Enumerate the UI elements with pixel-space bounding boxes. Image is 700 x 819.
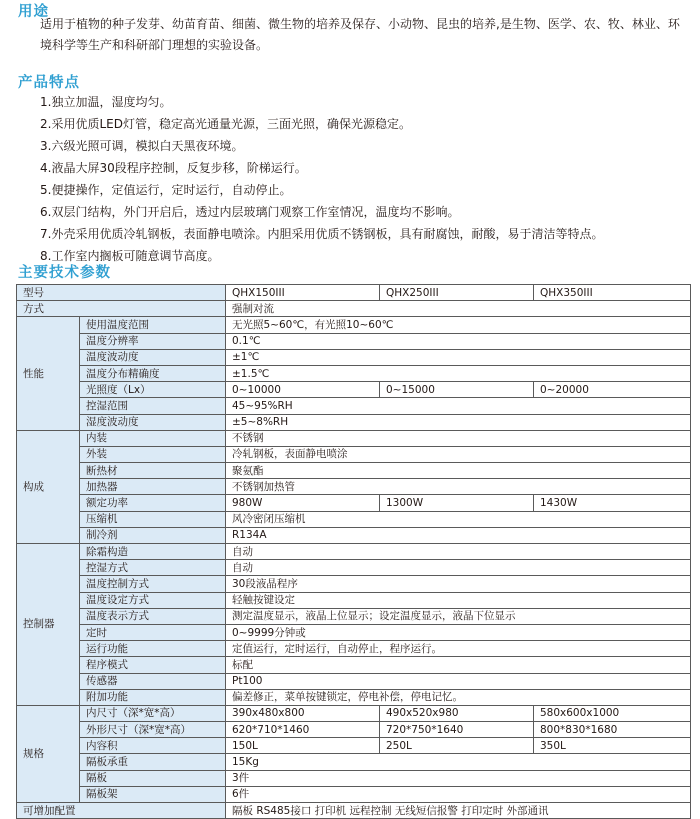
row-value: 不锈钢加热管 [226, 479, 691, 495]
row-label: 程序模式 [80, 657, 226, 673]
feature-item: 2.采用优质LED灯管，稳定高光通量光源，三面光照，确保光源稳定。 [40, 117, 411, 131]
row-label: 温度控制方式 [80, 576, 226, 592]
table-row [17, 592, 691, 608]
row-label: 断热材 [80, 463, 226, 479]
table-row [17, 786, 691, 802]
header-label: 型号 [17, 285, 226, 301]
table-row [17, 495, 691, 511]
row-value: 580x600x1000 [534, 705, 691, 721]
feature-item: 3.六级光照可调，模拟白天黑夜环境。 [40, 139, 244, 153]
row-label: 控湿方式 [80, 560, 226, 576]
feature-item: 7.外壳采用优质冷轧钢板，表面静电喷涂。内胆采用优质不锈钢板，具有耐腐蚀，耐酸，易于清洁等特点。 [40, 227, 604, 241]
group-label: 控制器 [17, 544, 80, 706]
table-row [17, 414, 691, 430]
row-label: 传感器 [80, 673, 226, 689]
table-row [17, 544, 691, 560]
table-row [17, 365, 691, 381]
row-label: 使用温度范围 [80, 317, 226, 333]
row-label: 隔板承重 [80, 754, 226, 770]
table-row [17, 527, 691, 543]
row-label: 温度表示方式 [80, 608, 226, 624]
row-label: 温度设定方式 [80, 592, 226, 608]
row-value: 150L [226, 738, 380, 754]
table-header-row [17, 285, 691, 301]
row-value: 1430W [534, 495, 691, 511]
row-label: 内尺寸（深*宽*高） [80, 705, 226, 721]
row-label: 额定功率 [80, 495, 226, 511]
row-value: 不锈钢 [226, 430, 691, 446]
row-value: 0~15000 [380, 382, 534, 398]
row-value: 轻触按键设定 [226, 592, 691, 608]
row-value: 0~20000 [534, 382, 691, 398]
table-row [17, 754, 691, 770]
row-value: 测定温度显示，液晶上位显示；设定温度显示，液晶下位显示 [226, 608, 691, 624]
row-value: ±1.5℃ [226, 365, 691, 381]
row-label: 外形尺寸（深*宽*高） [80, 722, 226, 738]
row-value: 风冷密闭压缩机 [226, 511, 691, 527]
features-title: 产品特点 [18, 75, 80, 91]
row-value: 聚氨酯 [226, 463, 691, 479]
row-value: 720*750*1640 [380, 722, 534, 738]
row-value: 3件 [226, 770, 691, 786]
row-label: 温度分辨率 [80, 333, 226, 349]
row-label: 除霜构造 [80, 544, 226, 560]
row-label: 光照度（Lx） [80, 382, 226, 398]
group-label: 性能 [17, 317, 80, 430]
table-row [17, 608, 691, 624]
feature-item: 8.工作室内搁板可随意调节高度。 [40, 249, 220, 263]
table-row [17, 398, 691, 414]
row-label: 压缩机 [80, 511, 226, 527]
table-row [17, 803, 691, 819]
model-name: QHX150III [226, 285, 380, 301]
row-value: 无光照5~60℃，有光照10~60℃ [226, 317, 691, 333]
row-label: 控湿范围 [80, 398, 226, 414]
model-name: QHX250III [380, 285, 534, 301]
feature-item: 1.独立加温，湿度均匀。 [40, 95, 172, 109]
feature-item: 4.液晶大屏30段程序控制，反复步移，阶梯运行。 [40, 161, 307, 175]
row-value: ±5~8%RH [226, 414, 691, 430]
table-row [17, 738, 691, 754]
row-value: 强制对流 [226, 301, 691, 317]
row-value: 490x520x980 [380, 705, 534, 721]
table-row [17, 624, 691, 640]
row-value: 1300W [380, 495, 534, 511]
table-row [17, 463, 691, 479]
row-label: 隔板 [80, 770, 226, 786]
row-label: 加热器 [80, 479, 226, 495]
row-value: 0.1℃ [226, 333, 691, 349]
model-name: QHX350III [534, 285, 691, 301]
row-label: 内装 [80, 430, 226, 446]
row-value: 隔板 RS485接口 打印机 远程控制 无线短信报警 打印定时 外部通讯 [226, 803, 691, 819]
usage-text: 适用于植物的种子发芽、幼苗育苗、细菌、微生物的培养及保存、小动物、昆虫的培养,是生物、医学、农、牧、林业、环境科学等生产和科研部门理想的实验设备。 [40, 17, 680, 52]
row-value: 自动 [226, 560, 691, 576]
row-value: 980W [226, 495, 380, 511]
row-label: 隔板架 [80, 786, 226, 802]
row-value: 350L [534, 738, 691, 754]
table-row [17, 333, 691, 349]
row-value: 390x480x800 [226, 705, 380, 721]
row-label: 附加功能 [80, 689, 226, 705]
row-value: 620*710*1460 [226, 722, 380, 738]
table-row [17, 641, 691, 657]
row-value: R134A [226, 527, 691, 543]
row-label: 制冷剂 [80, 527, 226, 543]
row-value: 0~9999分钟或 [226, 624, 691, 640]
specs-title: 主要技术参数 [18, 265, 111, 281]
row-value: 定值运行，定时运行，自动停止，程序运行。 [226, 641, 691, 657]
row-label: 外装 [80, 446, 226, 462]
row-value: 15Kg [226, 754, 691, 770]
row-value: 250L [380, 738, 534, 754]
group-label: 规格 [17, 705, 80, 802]
table-row [17, 430, 691, 446]
table-row [17, 722, 691, 738]
table-row [17, 317, 691, 333]
table-row [17, 673, 691, 689]
row-value: 45~95%RH [226, 398, 691, 414]
table-row [17, 446, 691, 462]
feature-item: 5.便捷操作，定值运行，定时运行，自动停止。 [40, 183, 292, 197]
table-row [17, 560, 691, 576]
row-value: ±1℃ [226, 349, 691, 365]
row-label: 可增加配置 [17, 803, 226, 819]
specs-table [16, 284, 691, 819]
row-label: 温度分布精确度 [80, 365, 226, 381]
row-label: 内容积 [80, 738, 226, 754]
feature-item: 6.双层门结构，外门开启后，透过内层玻璃门观察工作室情况，温度均不影响。 [40, 205, 460, 219]
table-row [17, 705, 691, 721]
group-label: 构成 [17, 430, 80, 543]
row-value: 偏差修正，菜单按键锁定，停电补偿，停电记忆。 [226, 689, 691, 705]
row-value: 0~10000 [226, 382, 380, 398]
table-row [17, 770, 691, 786]
row-value: 自动 [226, 544, 691, 560]
table-row [17, 479, 691, 495]
table-row [17, 382, 691, 398]
row-label: 温度波动度 [80, 349, 226, 365]
row-value: Pt100 [226, 673, 691, 689]
row-value: 冷轧钢板，表面静电喷涂 [226, 446, 691, 462]
table-row [17, 576, 691, 592]
usage-title: 用途 [18, 4, 49, 20]
table-row [17, 689, 691, 705]
table-row [17, 301, 691, 317]
row-value: 800*830*1680 [534, 722, 691, 738]
table-row [17, 511, 691, 527]
table-row [17, 657, 691, 673]
table-row [17, 349, 691, 365]
row-label: 湿度波动度 [80, 414, 226, 430]
row-label: 运行功能 [80, 641, 226, 657]
row-label: 定时 [80, 624, 226, 640]
row-value: 标配 [226, 657, 691, 673]
row-value: 6件 [226, 786, 691, 802]
row-label: 方式 [17, 301, 226, 317]
row-value: 30段液晶程序 [226, 576, 691, 592]
